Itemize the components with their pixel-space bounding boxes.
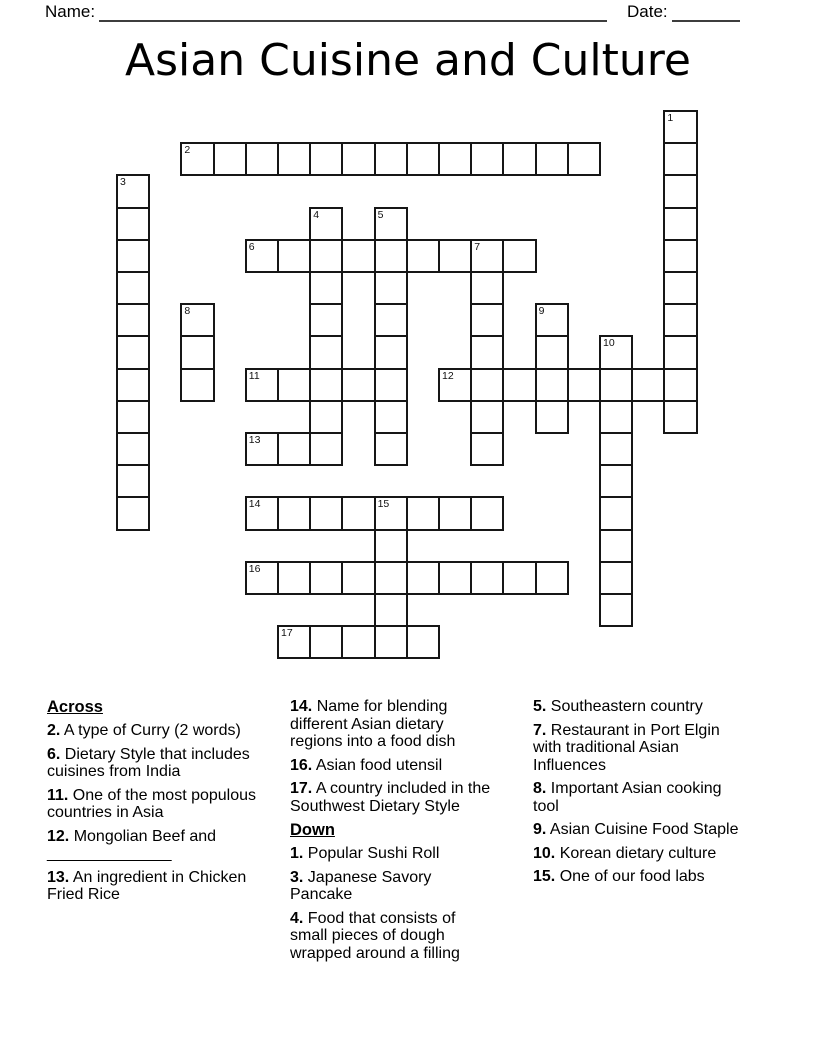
clue-text: One of the most populous countries in Asia	[47, 786, 257, 821]
grid-cell[interactable]	[567, 368, 601, 402]
cell-number: 10	[603, 337, 615, 350]
clue-number: 5.	[533, 698, 547, 715]
down-heading: Down	[290, 821, 335, 839]
grid-cell[interactable]	[567, 142, 601, 176]
clue-number: 8.	[533, 780, 547, 797]
grid-cell[interactable]	[438, 368, 472, 402]
grid-cell[interactable]	[116, 271, 150, 305]
clue-number: 7.	[533, 721, 547, 739]
clue-11	[47, 787, 259, 822]
grid-cell[interactable]	[631, 368, 665, 402]
date-input-line[interactable]	[672, 1, 740, 22]
grid-cell[interactable]	[406, 142, 440, 176]
clue-8	[533, 780, 751, 815]
clue-number: 12.	[47, 827, 70, 845]
grid-cell[interactable]	[535, 303, 569, 337]
clue-2	[47, 722, 259, 740]
grid-cell[interactable]	[116, 368, 150, 402]
grid-cell[interactable]	[309, 239, 343, 273]
grid-cell[interactable]	[277, 561, 311, 595]
clue-12	[47, 828, 259, 863]
grid-cell[interactable]	[277, 142, 311, 176]
grid-cell[interactable]	[374, 207, 408, 241]
clue-number: 3.	[290, 868, 304, 886]
clue-text: Japanese Savory Pancake	[290, 868, 432, 903]
clue-7	[533, 722, 751, 775]
grid-cell[interactable]	[374, 432, 408, 466]
cell-number: 12	[442, 369, 454, 382]
clue-text: A type of Curry (2 words)	[60, 722, 241, 739]
cell-number: 8	[184, 305, 191, 318]
grid-cell[interactable]	[663, 335, 697, 369]
grid-cell[interactable]	[116, 400, 150, 434]
clue-text: Important Asian cooking tool	[533, 780, 722, 815]
grid-cell[interactable]	[470, 561, 504, 595]
clue-9	[533, 821, 751, 839]
grid-cell[interactable]	[374, 368, 408, 402]
cell-number: 9	[538, 305, 545, 318]
grid-cell[interactable]	[470, 368, 504, 402]
grid-cell[interactable]	[245, 239, 279, 273]
cell-number: 11	[248, 369, 260, 382]
grid-cell[interactable]	[374, 561, 408, 595]
clue-text: Restaurant in Port Elgin with traditional Asian Influences	[533, 721, 720, 774]
grid-cell[interactable]	[502, 239, 536, 273]
clue-text: Asian food utensil	[312, 756, 443, 774]
grid-cell[interactable]	[406, 561, 440, 595]
grid-cell[interactable]	[374, 335, 408, 369]
grid-cell[interactable]	[663, 142, 697, 176]
clue-number: 15.	[533, 868, 556, 885]
clue-text: Dietary Style that includes cuisines from India	[47, 745, 250, 780]
grid-cell[interactable]	[309, 400, 343, 434]
clue-number: 13.	[47, 868, 70, 886]
grid-cell[interactable]	[663, 207, 697, 241]
grid-cell[interactable]	[309, 303, 343, 337]
clue-4	[290, 910, 496, 963]
grid-cell[interactable]	[663, 400, 697, 434]
clue-number: 6.	[47, 745, 61, 763]
grid-cell[interactable]	[213, 142, 247, 176]
grid-cell[interactable]	[374, 496, 408, 530]
clue-number: 14.	[290, 698, 313, 715]
grid-cell[interactable]	[309, 496, 343, 530]
grid-cell[interactable]	[277, 496, 311, 530]
grid-cell[interactable]	[599, 432, 633, 466]
grid-cell[interactable]	[341, 142, 375, 176]
grid-cell[interactable]	[663, 239, 697, 273]
clue-number: 11.	[47, 786, 69, 804]
grid-cell[interactable]	[341, 239, 375, 273]
grid-cell[interactable]	[535, 561, 569, 595]
grid-cell[interactable]	[535, 368, 569, 402]
grid-cell[interactable]	[406, 496, 440, 530]
clues-column-3	[533, 698, 751, 892]
grid-cell[interactable]	[309, 625, 343, 659]
grid-cell[interactable]	[438, 561, 472, 595]
name-input-line[interactable]	[99, 1, 607, 22]
grid-cell[interactable]	[599, 400, 633, 434]
grid-cell[interactable]	[180, 335, 214, 369]
clue-text: Asian Cuisine Food Staple	[546, 821, 739, 838]
cell-number: 17	[281, 627, 293, 640]
cell-number: 1	[667, 112, 674, 124]
grid-cell[interactable]	[502, 561, 536, 595]
grid-cell[interactable]	[470, 239, 504, 273]
grid-cell[interactable]	[663, 110, 697, 144]
grid-cell[interactable]	[341, 561, 375, 595]
grid-cell[interactable]	[470, 432, 504, 466]
date-label: Date:	[627, 2, 668, 21]
grid-cell[interactable]	[180, 303, 214, 337]
clue-15	[533, 868, 751, 886]
cell-number: 5	[377, 208, 384, 221]
grid-cell[interactable]	[599, 593, 633, 627]
grid-cell[interactable]	[599, 464, 633, 498]
cell-number: 6	[248, 240, 255, 253]
grid-cell[interactable]	[599, 496, 633, 530]
clue-16	[290, 757, 496, 775]
clues-column-2	[290, 698, 496, 968]
grid-cell[interactable]	[245, 496, 279, 530]
grid-cell[interactable]	[502, 368, 536, 402]
clue-17	[290, 780, 496, 815]
grid-cell[interactable]	[599, 561, 633, 595]
cell-number: 16	[248, 562, 261, 575]
grid-cell[interactable]	[470, 400, 504, 434]
grid-cell[interactable]	[406, 625, 440, 659]
grid-cell[interactable]	[374, 239, 408, 273]
grid-cell[interactable]	[599, 529, 633, 563]
grid-cell[interactable]	[245, 432, 279, 466]
grid-cell[interactable]	[277, 625, 311, 659]
grid-cell[interactable]	[309, 271, 343, 305]
clue-number: 10.	[533, 844, 556, 862]
clue-number: 1.	[290, 845, 304, 862]
clue-text: Southeastern country	[546, 698, 703, 715]
grid-cell[interactable]	[374, 400, 408, 434]
name-label: Name:	[45, 2, 96, 21]
clue-text: Korean dietary culture	[555, 844, 717, 862]
grid-cell[interactable]	[438, 142, 472, 176]
cell-number: 14	[248, 498, 261, 511]
clue-text: Name for blending different Asian dietary regions into a food dish	[290, 698, 456, 750]
grid-cell[interactable]	[277, 239, 311, 273]
clues-column-1	[47, 698, 259, 910]
grid-cell[interactable]	[245, 368, 279, 402]
grid-cell[interactable]	[438, 496, 472, 530]
clue-5	[533, 698, 751, 716]
grid-cell[interactable]	[116, 464, 150, 498]
clue-number: 9.	[533, 821, 547, 838]
grid-cell[interactable]	[599, 335, 633, 369]
grid-cell[interactable]	[309, 142, 343, 176]
grid-cell[interactable]	[470, 303, 504, 337]
grid-cell[interactable]	[470, 142, 504, 176]
clue-text: Popular Sushi Roll	[303, 845, 440, 862]
cell-number: 3	[120, 176, 126, 189]
grid-cell[interactable]	[502, 142, 536, 176]
grid-cell[interactable]	[116, 239, 150, 273]
grid-cell[interactable]	[535, 400, 569, 434]
grid-cell[interactable]	[309, 368, 343, 402]
cell-number: 2	[184, 144, 191, 157]
clue-1	[290, 845, 496, 863]
grid-cell[interactable]	[180, 142, 214, 176]
page-title: Asian Cuisine and Culture	[125, 35, 691, 86]
clue-number: 16.	[290, 756, 313, 774]
grid-cell[interactable]	[116, 432, 150, 466]
grid-cell[interactable]	[309, 432, 343, 466]
cell-number: 15	[377, 498, 390, 511]
grid-cell[interactable]	[277, 432, 311, 466]
grid-cell[interactable]	[406, 239, 440, 273]
clue-number: 2.	[47, 722, 61, 739]
grid-cell[interactable]	[116, 174, 150, 208]
grid-cell[interactable]	[116, 496, 150, 530]
grid-cell[interactable]	[374, 142, 408, 176]
grid-cell[interactable]	[245, 561, 279, 595]
clue-number: 4.	[290, 909, 304, 927]
grid-cell[interactable]	[599, 368, 633, 402]
grid-cell[interactable]	[663, 368, 697, 402]
cell-number: 7	[474, 240, 481, 253]
grid-cell[interactable]	[663, 303, 697, 337]
grid-cell[interactable]	[116, 335, 150, 369]
across-heading: Across	[47, 698, 103, 716]
clue-text: An ingredient in Chicken Fried Rice	[47, 868, 247, 903]
grid-cell[interactable]	[116, 303, 150, 337]
grid-cell[interactable]	[341, 496, 375, 530]
grid-cell[interactable]	[535, 335, 569, 369]
clue-10	[533, 845, 751, 863]
grid-cell[interactable]	[341, 368, 375, 402]
grid-cell[interactable]	[116, 207, 150, 241]
cell-number: 13	[248, 434, 261, 446]
grid-cell[interactable]	[470, 335, 504, 369]
clue-text: Mongolian Beef and ______________	[47, 827, 217, 862]
grid-cell[interactable]	[309, 561, 343, 595]
grid-cell[interactable]	[277, 368, 311, 402]
grid-cell[interactable]	[374, 625, 408, 659]
clue-text: Food that consists of small pieces of dough wrapped around a filling	[290, 909, 460, 962]
grid-cell[interactable]	[438, 239, 472, 273]
clue-6	[47, 746, 259, 781]
grid-cell[interactable]	[245, 142, 279, 176]
grid-cell[interactable]	[374, 303, 408, 337]
cell-number: 4	[313, 208, 320, 221]
grid-cell[interactable]	[374, 529, 408, 563]
clue-13	[47, 869, 259, 904]
grid-cell[interactable]	[374, 593, 408, 627]
clue-3	[290, 869, 496, 904]
grid-cell[interactable]	[470, 496, 504, 530]
grid-cell[interactable]	[663, 174, 697, 208]
clue-14	[290, 698, 496, 751]
grid-cell[interactable]	[663, 271, 697, 305]
grid-cell[interactable]	[374, 271, 408, 305]
grid-cell[interactable]	[341, 625, 375, 659]
clue-text: One of our food labs	[555, 868, 705, 885]
grid-cell[interactable]	[535, 142, 569, 176]
grid-cell[interactable]	[309, 207, 343, 241]
grid-cell[interactable]	[309, 335, 343, 369]
clue-number: 17.	[290, 780, 313, 797]
grid-cell[interactable]	[470, 271, 504, 305]
grid-cell[interactable]	[180, 368, 214, 402]
clue-text: A country included in the Southwest Dietary Style	[290, 780, 491, 815]
